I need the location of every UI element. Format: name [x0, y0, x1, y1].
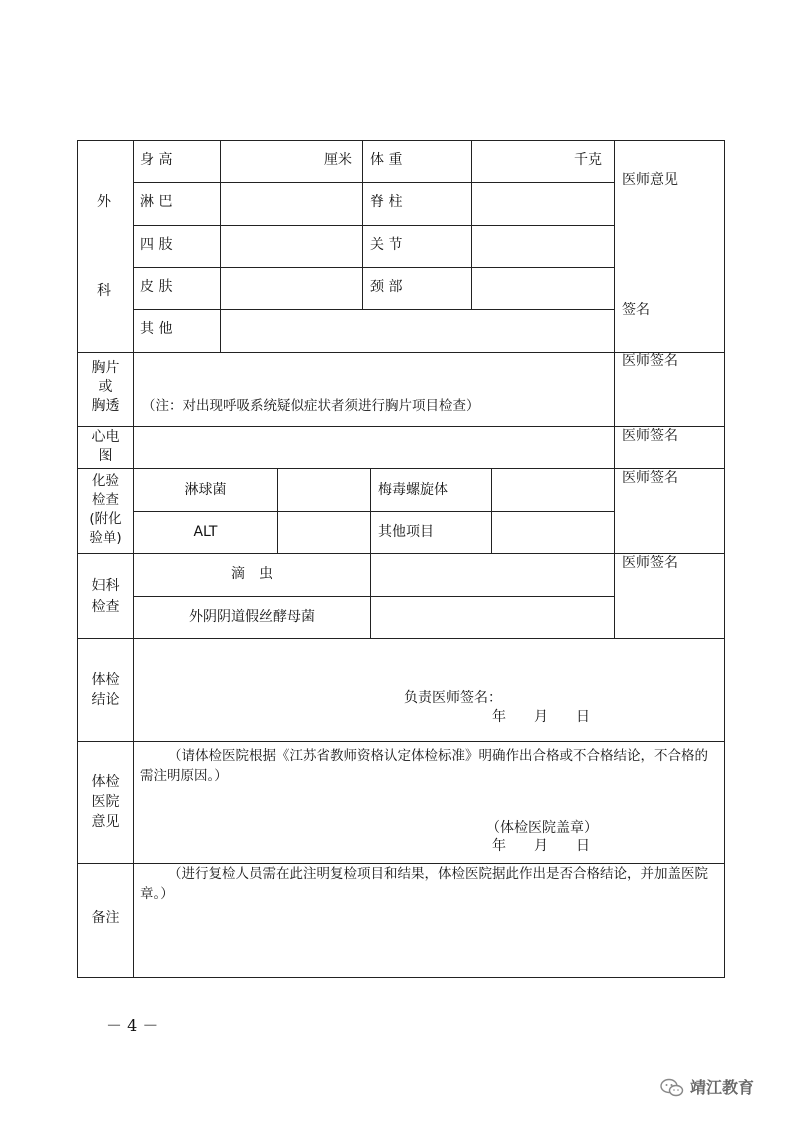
neck-label: 颈 部 — [370, 279, 403, 295]
doctor-opinion-label: 医师意见 — [622, 172, 678, 188]
remarks-text: （进行复检人员需在此注明复检项目和结果，体检医院据此作出是否合格结论，并加盖医院章。） — [140, 866, 708, 902]
conclusion-label: 体检 结论 — [91, 672, 120, 708]
lab-doctor-sign: 医师签名 — [622, 470, 678, 486]
weight-unit: 千克 — [574, 152, 602, 168]
spine-label: 脊 柱 — [370, 194, 403, 210]
hospital-opinion-date: 年 月 日 — [492, 838, 590, 854]
hospital-seal: （体检医院盖章） — [486, 820, 598, 836]
responsible-doctor-label: 负责医师签名： — [404, 690, 502, 706]
watermark-text: 靖江教育 — [690, 1078, 755, 1097]
alt-label: ALT — [193, 524, 218, 540]
lymph-label: 淋 巴 — [140, 194, 173, 210]
syphilis-label: 梅毒螺旋体 — [378, 482, 448, 498]
hospital-opinion-text: （请体检医院根据《江苏省教师资格认定体检标准》明确作出合格或不合格结论，不合格的需注明原因。） — [140, 748, 708, 784]
conclusion-date: 年 月 日 — [492, 709, 590, 725]
ecg-label: 心电 图 — [91, 429, 120, 464]
surgery-label-1: 外 — [97, 194, 111, 210]
hospital-opinion-label: 体检 医院 意见 — [91, 774, 120, 830]
other-items-label: 其他项目 — [378, 524, 434, 540]
remarks-label: 备注 — [91, 910, 120, 926]
joint-label: 关 节 — [370, 237, 403, 253]
skin-label: 皮 肤 — [140, 279, 173, 295]
gyn-doctor-sign: 医师签名 — [622, 555, 678, 571]
surgery-label-2: 科 — [97, 283, 111, 299]
height-unit: 厘米 — [324, 152, 352, 168]
gonococcus-label: 淋球菌 — [184, 482, 227, 498]
lab-label: 化验 检查 (附化 验单) — [89, 473, 122, 546]
trichomonas-label: 滴 虫 — [231, 566, 273, 582]
other-label: 其 他 — [140, 321, 173, 337]
chest-note: （注：对出现呼吸系统疑似症状者须进行胸片项目检查） — [142, 398, 480, 414]
candida-label: 外阴阴道假丝酵母菌 — [189, 609, 315, 625]
limbs-label: 四 肢 — [140, 237, 173, 253]
surgery-signature-label: 签名 — [622, 302, 650, 318]
ecg-doctor-sign: 医师签名 — [622, 428, 678, 444]
height-label: 身 高 — [140, 152, 173, 168]
gyn-label: 妇科 检查 — [91, 578, 120, 615]
page-number: － 4 － — [106, 1016, 159, 1035]
wechat-icon — [660, 1078, 684, 1098]
chest-doctor-sign: 医师签名 — [622, 353, 678, 369]
weight-label: 体 重 — [370, 152, 403, 168]
chest-label: 胸片 或 胸透 — [91, 360, 120, 414]
